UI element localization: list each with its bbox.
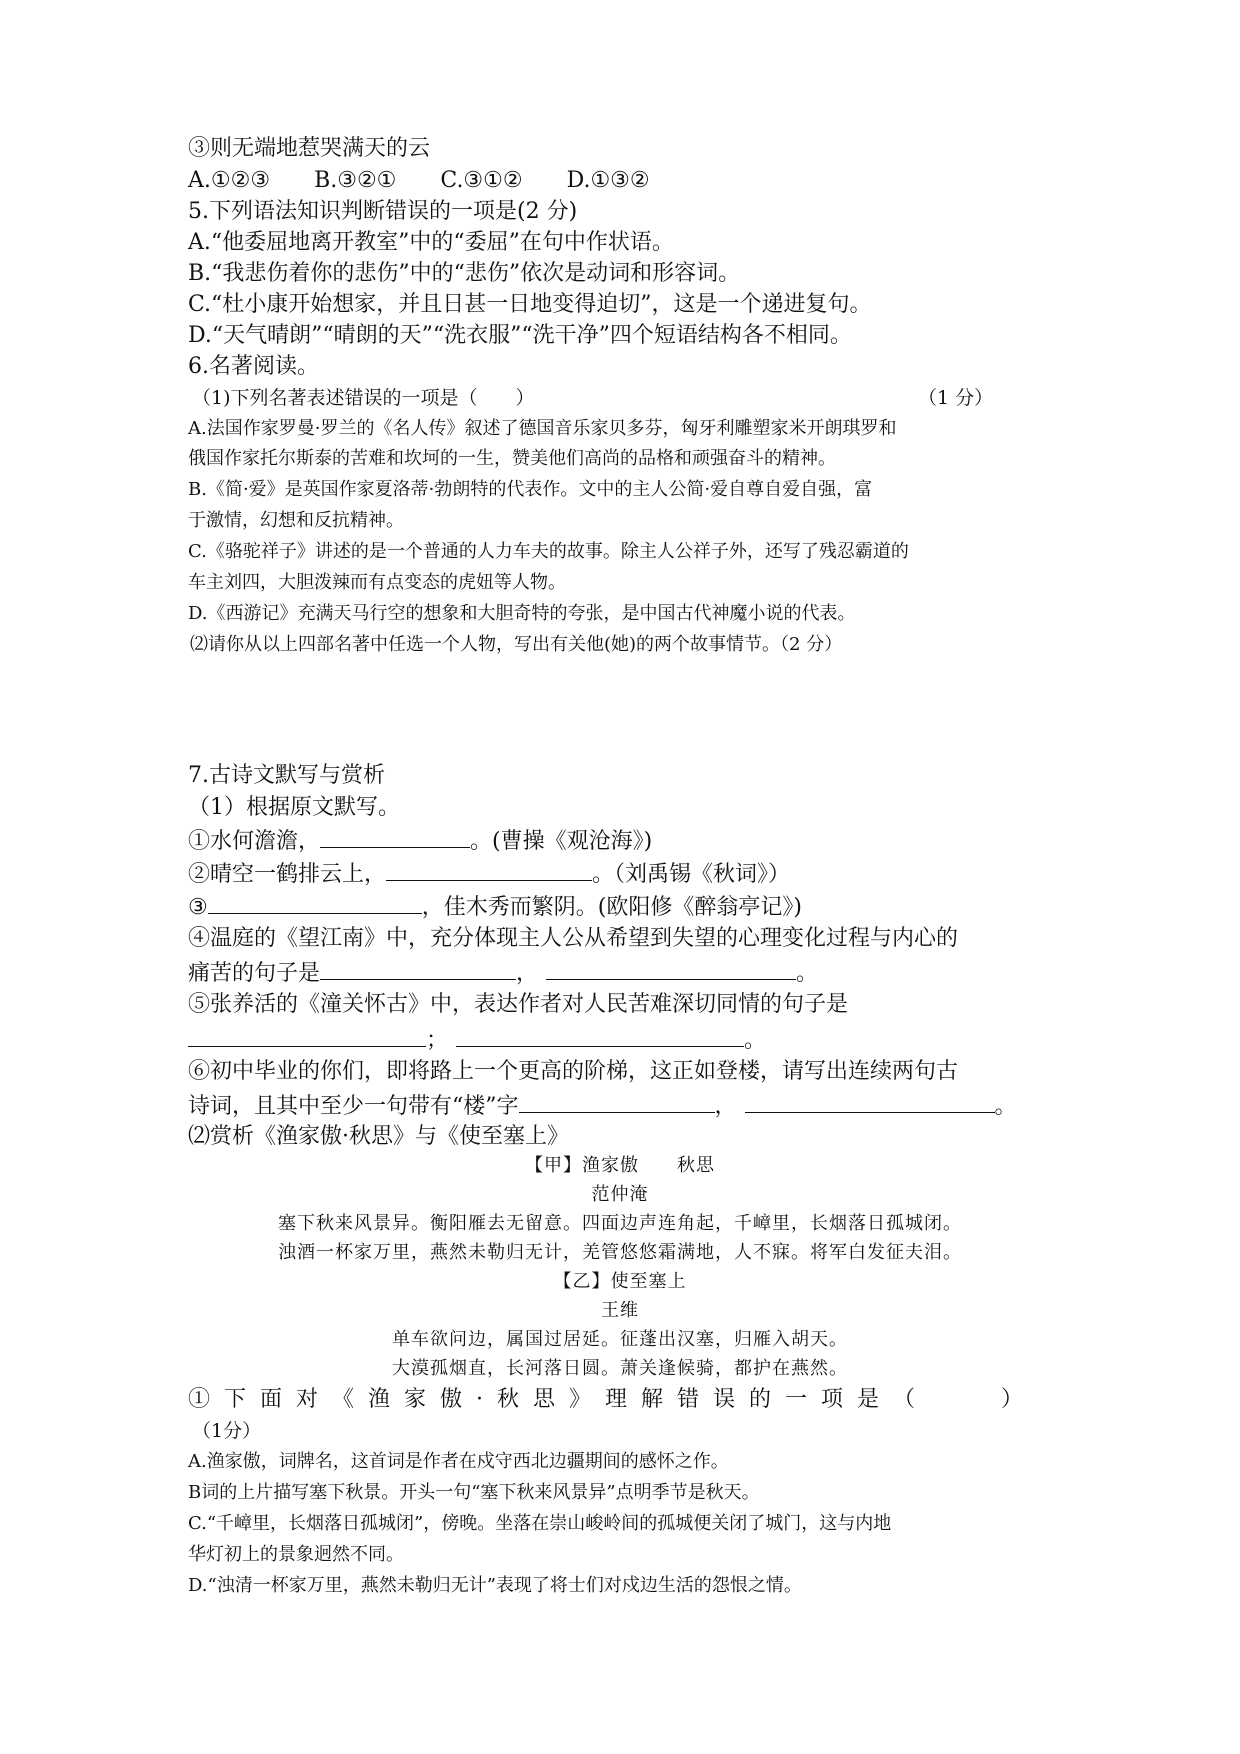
q7-item-6-line1: ⑥初中毕业的你们，即将路上一个更高的阶梯，这正如登楼，请写出连续两句古 — [188, 1059, 959, 1084]
q7-sub1-stem: （1）根据原文默写。 — [188, 795, 400, 820]
q4-choice-c: C.③①② — [440, 168, 523, 193]
q7-item-1-prefix: ①水何澹澹， — [188, 829, 321, 854]
q5-option-a: A.“他委屈地离开教室”中的“委屈”在句中作状语。 — [188, 230, 674, 255]
q6-option-d: D.《西游记》充满天马行空的想象和大胆奇特的夸张，是中国古代神魔小说的代表。 — [188, 603, 856, 624]
q7-item-3-prefix: ③ — [188, 895, 208, 920]
q7-item-1 — [188, 825, 652, 857]
q7-item-5-line2 — [188, 1024, 766, 1056]
answer-blank[interactable] — [188, 1024, 426, 1047]
q7-item-4-separator: ， — [516, 961, 539, 986]
poem-jia-author: 范仲淹 — [591, 1184, 649, 1205]
q6-sub1-score: （1 分） — [918, 387, 994, 409]
q7-item-5-separator: ； — [426, 1028, 449, 1053]
q7-item-6-prefix: 诗词，且其中至少一句带有“楼”字 — [188, 1094, 519, 1119]
q7-item-1-suffix: 。(曹操《观沧海》) — [470, 829, 653, 854]
q7-item-6-separator: ， — [714, 1094, 737, 1119]
q7-2-1-option-b: B词的上片描写塞下秋景。开头一句“塞下秋来风景异”点明季节是秋天。 — [188, 1482, 760, 1503]
q5-stem: 5.下列语法知识判断错误的一项是(2 分) — [188, 199, 578, 224]
q4-answer-choices — [188, 166, 650, 196]
answer-blank[interactable] — [208, 891, 422, 914]
q4-choice-b: B.③②① — [314, 168, 397, 193]
answer-blank[interactable] — [745, 1090, 995, 1113]
q5-option-c: C.“杜小康开始想家，并且日甚一日地变得迫切”，这是一个递进复句。 — [188, 292, 872, 317]
poem-yi-author: 王维 — [601, 1300, 639, 1321]
q7-2-1-option-c-line2: 华灯初上的景象迥然不同。 — [188, 1544, 404, 1565]
q5-option-d: D.“天气晴朗”“晴朗的天”“洗衣服”“洗干净”四个短语结构各不相同。 — [188, 323, 852, 348]
q7-sub2-stem: ⑵赏析《渔家傲·秋思》与《使至塞上》 — [188, 1124, 569, 1149]
q7-item-5-suffix: 。 — [744, 1028, 767, 1053]
q7-item-4-suffix: 。 — [796, 961, 819, 986]
answer-blank[interactable] — [320, 825, 470, 848]
q5-option-b: B.“我悲伤着你的悲伤”中的“悲伤”依次是动词和形容词。 — [188, 261, 741, 286]
q4-option-3: ③则无端地惹哭满天的云 — [188, 136, 431, 161]
q6-option-a-line2: 俄国作家托尔斯泰的苦难和坎坷的一生，赞美他们高尚的品格和顽强奋斗的精神。 — [188, 448, 836, 469]
q7-item-4-line1: ④温庭的《望江南》中，充分体现主人公从希望到失望的心理变化过程与内心的 — [188, 926, 959, 951]
q6-sub1-stem: （1)下列名著表述错误的一项是（ ） — [192, 387, 535, 409]
q6-option-c-line2: 车主刘四，大胆泼辣而有点变态的虎妞等人物。 — [188, 572, 566, 593]
q7-2-1-score: （1分） — [192, 1420, 262, 1442]
q7-2-1-option-c-line1: C.“千嶂里，长烟落日孤城闭”，傍晚。坐落在崇山峻岭间的孤城便关闭了城门，这与内地 — [188, 1513, 892, 1534]
q7-item-2-suffix: 。（刘禹锡《秋词》） — [592, 862, 791, 887]
q6-title: 6.名著阅读。 — [188, 354, 319, 379]
answer-blank[interactable] — [456, 1024, 744, 1047]
q6-option-b-line2: 于激情，幻想和反抗精神。 — [188, 510, 404, 531]
q7-2-1-option-d: D.“浊清一杯家万里，燕然未勒归无计”表现了将士们对戍边生活的怨恨之情。 — [188, 1575, 802, 1596]
answer-blank[interactable] — [546, 957, 796, 980]
q7-item-3-suffix: ，佳木秀而繁阴。(欧阳修《醉翁亭记》) — [421, 895, 802, 920]
q4-choice-a: A.①②③ — [188, 168, 271, 193]
q7-item-6-suffix: 。 — [994, 1094, 1017, 1119]
q7-2-1-stem: ①下面对《渔家傲·秋思》理解错误的一项是（ ） — [188, 1387, 1037, 1412]
q7-title: 7.古诗文默写与赏析 — [188, 763, 385, 788]
q4-choice-d: D.①③② — [566, 168, 650, 193]
poem-yi-line1: 单车欲问边，属国过居延。征蓬出汉塞，归雁入胡天。 — [392, 1329, 848, 1350]
q6-option-b-line1: B.《简·爱》是英国作家夏洛蒂·勃朗特的代表作。文中的主人公简·爱自尊自爱自强，富 — [188, 479, 873, 500]
poem-jia-line2: 浊酒一杯家万里，燕然未勒归无计，羌管悠悠霜满地，人不寐。将军白发征夫泪。 — [278, 1242, 962, 1263]
q6-option-c-line1: C.《骆驼祥子》讲述的是一个普通的人力车夫的故事。除主人公祥子外，还写了残忍霸道的 — [188, 541, 909, 562]
q7-item-2 — [188, 858, 790, 890]
answer-blank[interactable] — [320, 957, 516, 980]
q7-item-5-line1: ⑤张养活的《潼关怀古》中，表达作者对人民苦难深切同情的句子是 — [188, 992, 849, 1017]
q6-sub2-stem: ⑵请你从以上四部名著中任选一个人物，写出有关他(她)的两个故事情节。（2 分） — [190, 634, 843, 655]
q7-item-4-prefix: 痛苦的句子是 — [188, 961, 321, 986]
answer-blank[interactable] — [386, 858, 592, 881]
q7-item-6-line2 — [188, 1090, 1017, 1122]
poem-yi-line2: 大漠孤烟直，长河落日圆。萧关逢候骑，都护在燕然。 — [392, 1358, 848, 1379]
q7-item-2-prefix: ②晴空一鹤排云上， — [188, 862, 387, 887]
q6-option-a-line1: A.法国作家罗曼·罗兰的《名人传》叙述了德国音乐家贝多芬，匈牙利雕塑家米开朗琪罗和 — [188, 418, 897, 439]
poem-jia-title: 【甲】渔家傲 秋思 — [525, 1155, 715, 1176]
q7-2-1-option-a: A.渔家傲，词牌名，这首词是作者在戍守西北边疆期间的感怀之作。 — [188, 1451, 729, 1472]
poem-yi-title: 【乙】使至塞上 — [553, 1271, 687, 1292]
q7-item-4-line2 — [188, 957, 818, 989]
poem-jia-line1: 塞下秋来风景异。衡阳雁去无留意。四面边声连角起，千嶂里，长烟落日孤城闭。 — [278, 1213, 962, 1234]
answer-blank[interactable] — [519, 1090, 715, 1113]
q7-item-3 — [188, 891, 802, 923]
